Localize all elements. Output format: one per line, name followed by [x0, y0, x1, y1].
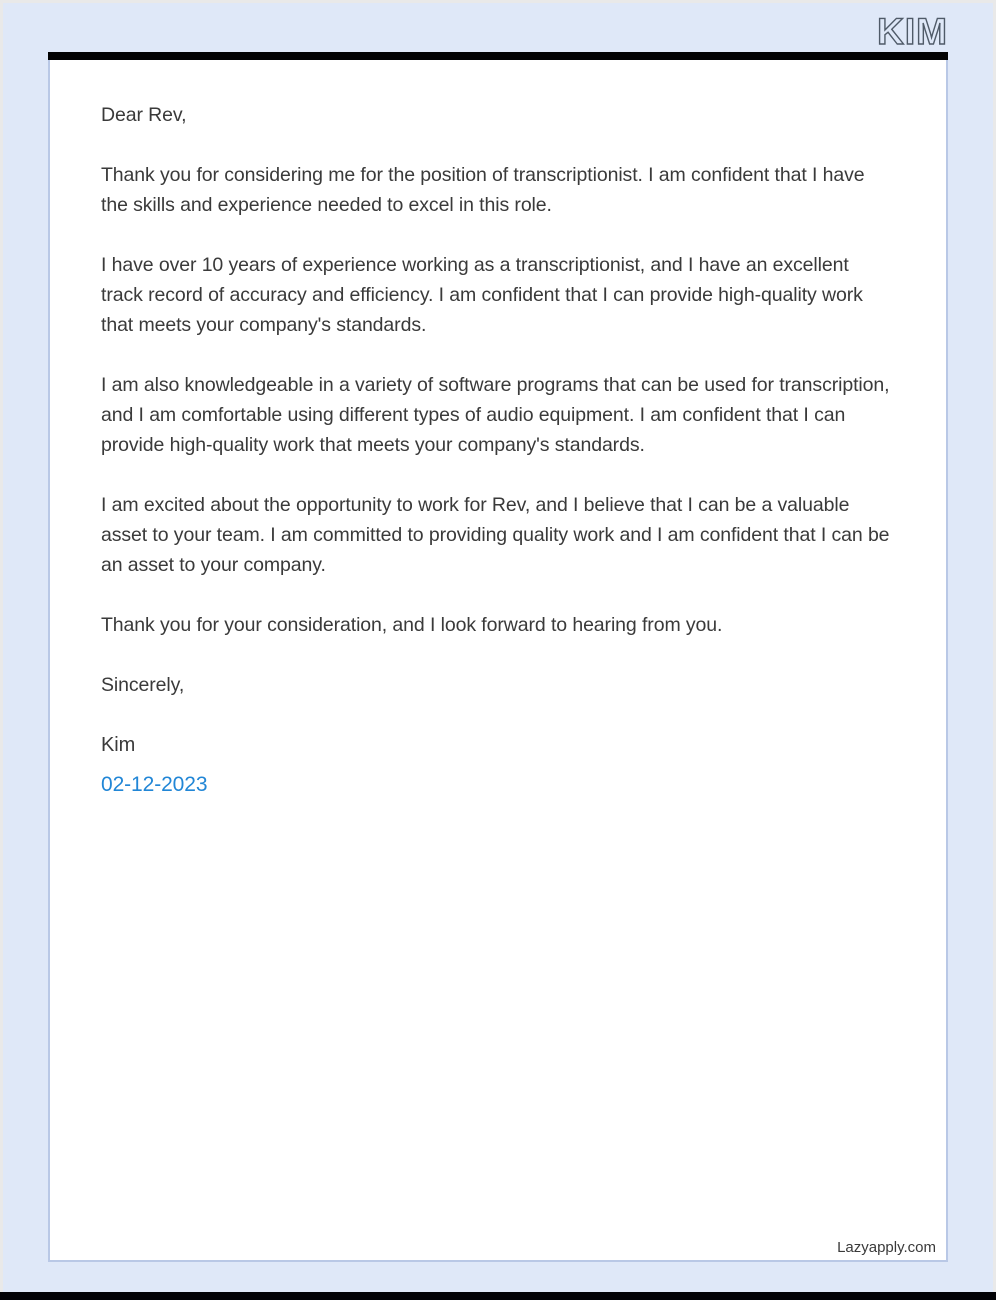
bottom-bar	[0, 1292, 996, 1300]
letter-closing: Sincerely,	[101, 674, 185, 696]
letter-date-link[interactable]: 02-12-2023	[101, 773, 208, 796]
letter-card	[48, 60, 948, 1262]
letter-paragraph: Thank you for considering me for the position of transcriptionist. I am confident that I have the skills and experience needed to excel in this role.	[101, 164, 865, 216]
letter-body	[50, 60, 946, 800]
kim-logo	[854, 8, 950, 54]
letter-paragraph: I have over 10 years of experience working as a transcriptionist, and I have an excellent track record of accuracy and efficiency. I am confident that I can provide high-quality work that meets your company's standards.	[101, 254, 863, 336]
letter-paragraph: I am also knowledgeable in a variety of software programs that can be used for transcription, and I am comfortable using different types of audio equipment. I am confident that I can provide high-quality work that meets your company's standards.	[101, 374, 890, 456]
lazyapply-credit-link[interactable]: Lazyapply.com	[837, 1239, 936, 1256]
letter-top-rule	[48, 52, 948, 60]
signature-name: Kim	[101, 734, 136, 756]
letter-paragraph: I am excited about the opportunity to work for Rev, and I believe that I can be a valuable asset to your team. I am committed to providing quality work and I am confident that I can be an asset to your company.	[101, 494, 890, 576]
kim-logo-text: KIM	[877, 11, 948, 52]
letter-paragraph: Thank you for your consideration, and I look forward to hearing from you.	[101, 614, 723, 636]
letter-salutation: Dear Rev,	[101, 104, 187, 126]
